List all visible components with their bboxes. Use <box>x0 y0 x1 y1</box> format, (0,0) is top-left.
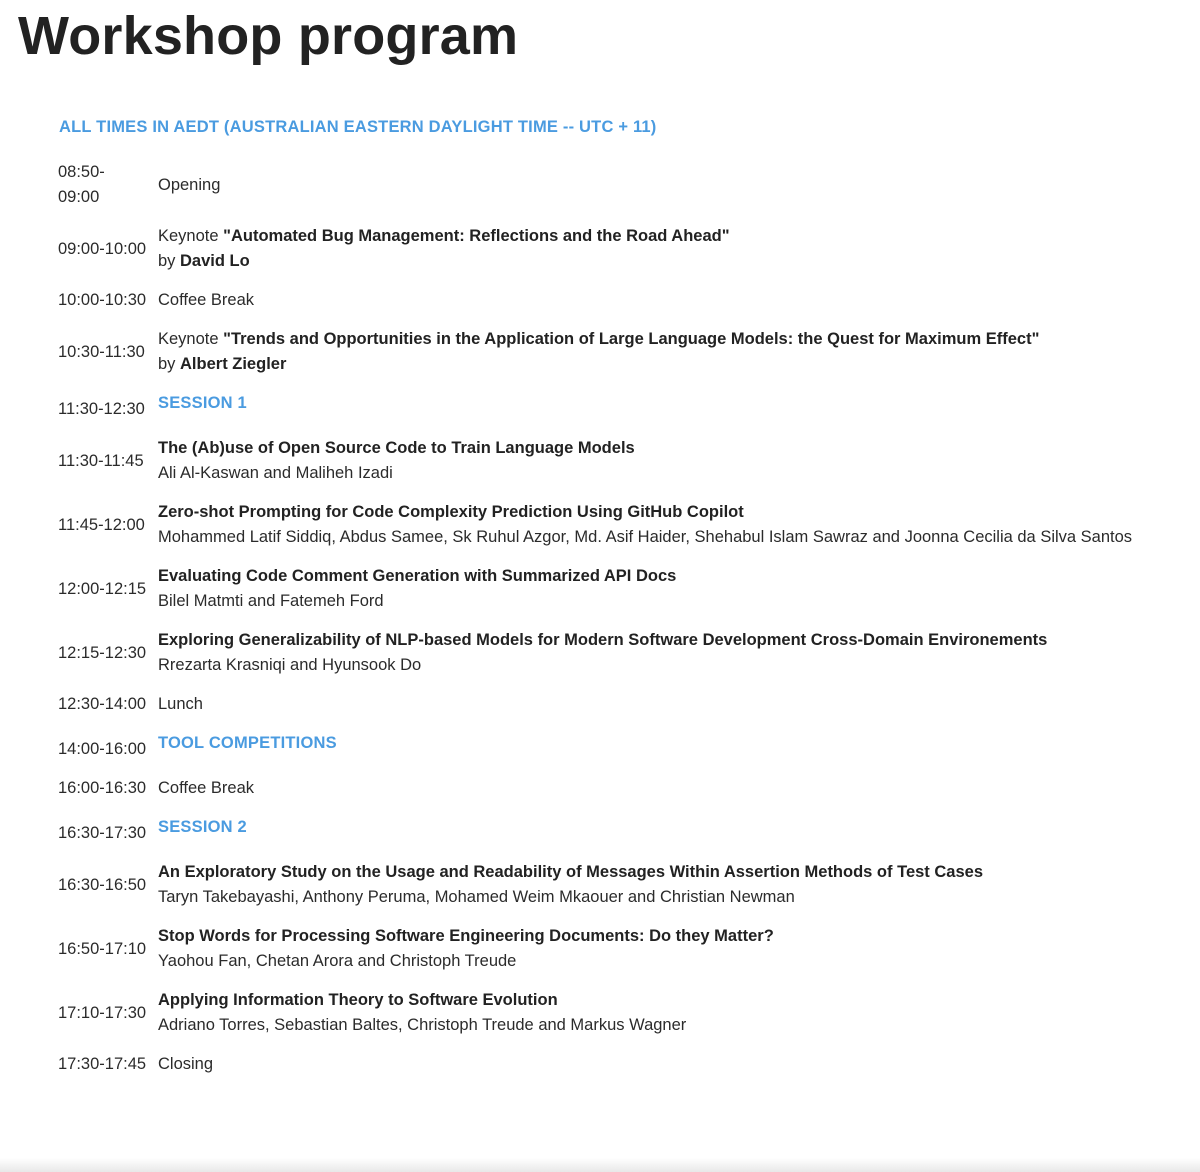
paper-title: Applying Information Theory to Software Evolution <box>158 991 558 1009</box>
paper-authors: Adriano Torres, Sebastian Baltes, Christoph Treude and Markus Wagner <box>158 1016 687 1034</box>
paper-authors: Yaohou Fan, Chetan Arora and Christoph Treude <box>158 952 517 970</box>
paper <box>158 628 1198 678</box>
paper-title: An Exploratory Study on the Usage and Readability of Messages Within Assertion Methods of Test Cases <box>158 863 983 881</box>
keynote-title: "Automated Bug Management: Reflections and the Road Ahead" <box>223 227 730 245</box>
paper-title: The (Ab)use of Open Source Code to Train Language Models <box>158 439 635 457</box>
paper <box>158 564 1198 614</box>
session-heading: SESSION 2 <box>158 818 247 836</box>
schedule-row-paper <box>58 860 1198 910</box>
time-slot: 08:50- 09:00 <box>58 163 105 206</box>
paper <box>158 436 1198 486</box>
schedule-row-paper <box>58 436 1198 486</box>
session-heading: SESSION 1 <box>158 394 247 412</box>
keynote <box>158 224 1198 274</box>
time-slot: 10:00-10:30 <box>58 291 147 309</box>
event-label: Lunch <box>158 695 203 713</box>
paper-title: Exploring Generalizability of NLP-based Models for Modern Software Development Cross-Domain Environements <box>158 631 1048 649</box>
paper-authors: Ali Al-Kaswan and Maliheh Izadi <box>158 464 393 482</box>
schedule-row-keynote <box>58 327 1198 377</box>
schedule-row-paper <box>58 500 1198 550</box>
event-label: Coffee Break <box>158 291 255 309</box>
keynote-speaker: David Lo <box>180 252 250 270</box>
time-slot: 16:00-16:30 <box>58 779 147 797</box>
timezone-note: ALL TIMES IN AEDT (AUSTRALIAN EASTERN DAYLIGHT TIME -- UTC + 11) <box>59 118 657 136</box>
schedule-row-session <box>58 731 1198 762</box>
schedule-row-break <box>58 288 1198 313</box>
schedule-row-paper <box>58 988 1198 1038</box>
schedule-row-paper <box>58 924 1198 974</box>
paper-title: Zero-shot Prompting for Code Complexity Prediction Using GitHub Copilot <box>158 503 744 521</box>
schedule-row-session <box>58 815 1198 846</box>
session-heading: TOOL COMPETITIONS <box>158 734 337 752</box>
keynote-prefix: Keynote <box>158 227 224 245</box>
paper-authors: Mohammed Latif Siddiq, Abdus Samee, Sk Ruhul Azgor, Md. Asif Haider, Shehabul Islam Sawraz and Joonna Cecilia da Silva Santos <box>158 528 1133 546</box>
paper-authors: Taryn Takebayashi, Anthony Peruma, Mohamed Weim Mkaouer and Christian Newman <box>158 888 795 906</box>
schedule <box>58 160 1198 1091</box>
schedule-row-session <box>58 391 1198 422</box>
time-slot: 12:15-12:30 <box>58 643 147 662</box>
paper <box>158 924 1198 974</box>
bottom-fade <box>0 1158 1200 1172</box>
paper-title: Stop Words for Processing Software Engineering Documents: Do they Matter? <box>158 927 774 945</box>
event-label: Opening <box>158 175 221 194</box>
keynote-speaker: Albert Ziegler <box>180 355 287 373</box>
paper-authors: Bilel Matmti and Fatemeh Ford <box>158 592 384 610</box>
paper-authors: Rrezarta Krasniqi and Hyunsook Do <box>158 656 422 674</box>
time-slot: 12:00-12:15 <box>58 579 147 598</box>
schedule-row-closing <box>58 1052 1198 1077</box>
keynote-by: by <box>158 355 181 373</box>
time-slot: 10:30-11:30 <box>58 342 145 361</box>
schedule-row-opening <box>58 160 1198 210</box>
schedule-row-keynote <box>58 224 1198 274</box>
time-slot: 11:30-11:45 <box>58 451 144 470</box>
time-slot: 17:10-17:30 <box>58 1003 147 1022</box>
time-slot: 16:30-16:50 <box>58 875 147 894</box>
paper <box>158 988 1198 1038</box>
schedule-row-break <box>58 776 1198 801</box>
event-label: Coffee Break <box>158 779 255 797</box>
time-slot: 11:30-12:30 <box>58 400 145 418</box>
paper <box>158 860 1198 910</box>
time-slot: 16:30-17:30 <box>58 824 147 842</box>
paper-title: Evaluating Code Comment Generation with Summarized API Docs <box>158 567 677 585</box>
keynote-title: "Trends and Opportunities in the Application of Large Language Models: the Quest for Maximum Effect" <box>223 330 1040 348</box>
schedule-row-paper <box>58 628 1198 678</box>
time-slot: 16:50-17:10 <box>58 939 147 958</box>
time-slot: 17:30-17:45 <box>58 1055 147 1073</box>
page-title: Workshop program <box>18 6 519 66</box>
paper <box>158 500 1198 550</box>
event-label: Closing <box>158 1055 214 1073</box>
schedule-row-paper <box>58 564 1198 614</box>
keynote-by: by <box>158 252 181 270</box>
keynote-prefix: Keynote <box>158 330 224 348</box>
time-slot: 11:45-12:00 <box>58 515 145 534</box>
keynote <box>158 327 1198 377</box>
schedule-row-break <box>58 692 1198 717</box>
time-slot: 09:00-10:00 <box>58 239 147 258</box>
time-slot: 14:00-16:00 <box>58 740 147 758</box>
time-slot: 12:30-14:00 <box>58 695 147 713</box>
